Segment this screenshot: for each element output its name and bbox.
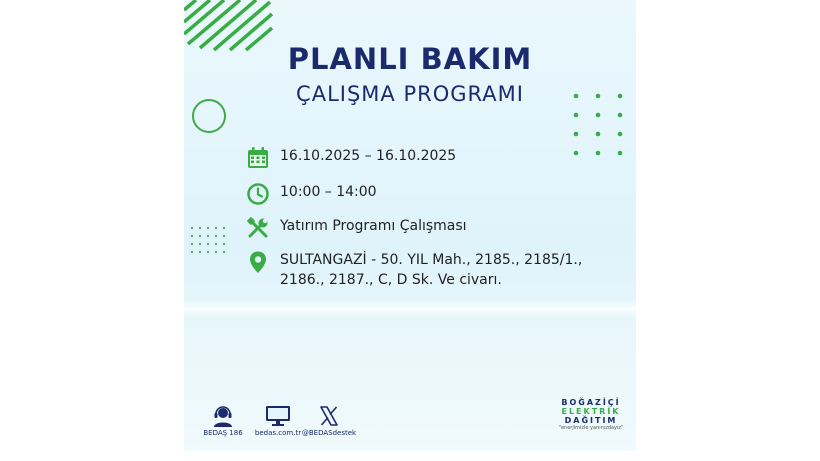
date-row bbox=[246, 146, 456, 170]
location-line-2: 2186., 2187., C, D Sk. Ve civarı. bbox=[280, 272, 502, 288]
calendar-icon bbox=[246, 146, 270, 170]
phone-label: BEDAŞ 186 bbox=[203, 429, 243, 437]
company-logo bbox=[556, 398, 626, 432]
call-center-item bbox=[200, 405, 246, 437]
headset-icon bbox=[211, 405, 235, 427]
tools-icon bbox=[246, 216, 270, 240]
page-title: PLANLI BAKIM bbox=[287, 42, 533, 76]
website-label: bedas.com.tr bbox=[254, 429, 302, 437]
dots-decoration-left bbox=[188, 224, 228, 262]
social-item bbox=[300, 405, 358, 437]
logo-line-2: ELEKTRİK bbox=[561, 407, 621, 416]
x-logo-icon bbox=[318, 405, 340, 427]
time-text: 10:00 – 14:00 bbox=[280, 184, 377, 200]
work-type-text: Yatırım Programı Çalışması bbox=[280, 218, 467, 234]
logo-line-3: DAĞITIM bbox=[564, 416, 618, 425]
monitor-icon bbox=[265, 405, 291, 427]
announcement-card bbox=[184, 0, 636, 451]
location-row bbox=[246, 250, 582, 290]
social-label: @BEDASdestek bbox=[301, 429, 357, 437]
logo-line-1: BOĞAZİÇİ bbox=[561, 398, 621, 407]
clock-icon bbox=[246, 182, 270, 206]
time-row bbox=[246, 182, 377, 206]
website-item bbox=[250, 405, 306, 437]
work-type-row bbox=[246, 216, 467, 240]
date-text: 16.10.2025 – 16.10.2025 bbox=[280, 148, 457, 164]
location-line-1: SULTANGAZİ - 50. YIL Mah., 2185., 2185/1., bbox=[280, 252, 583, 268]
horizon-glow bbox=[184, 300, 636, 318]
page-subtitle: ÇALIŞMA PROGRAMI bbox=[296, 82, 524, 106]
location-pin-icon bbox=[246, 250, 270, 274]
logo-slogan: "enerjimizle yanınızdayız" bbox=[558, 425, 624, 431]
